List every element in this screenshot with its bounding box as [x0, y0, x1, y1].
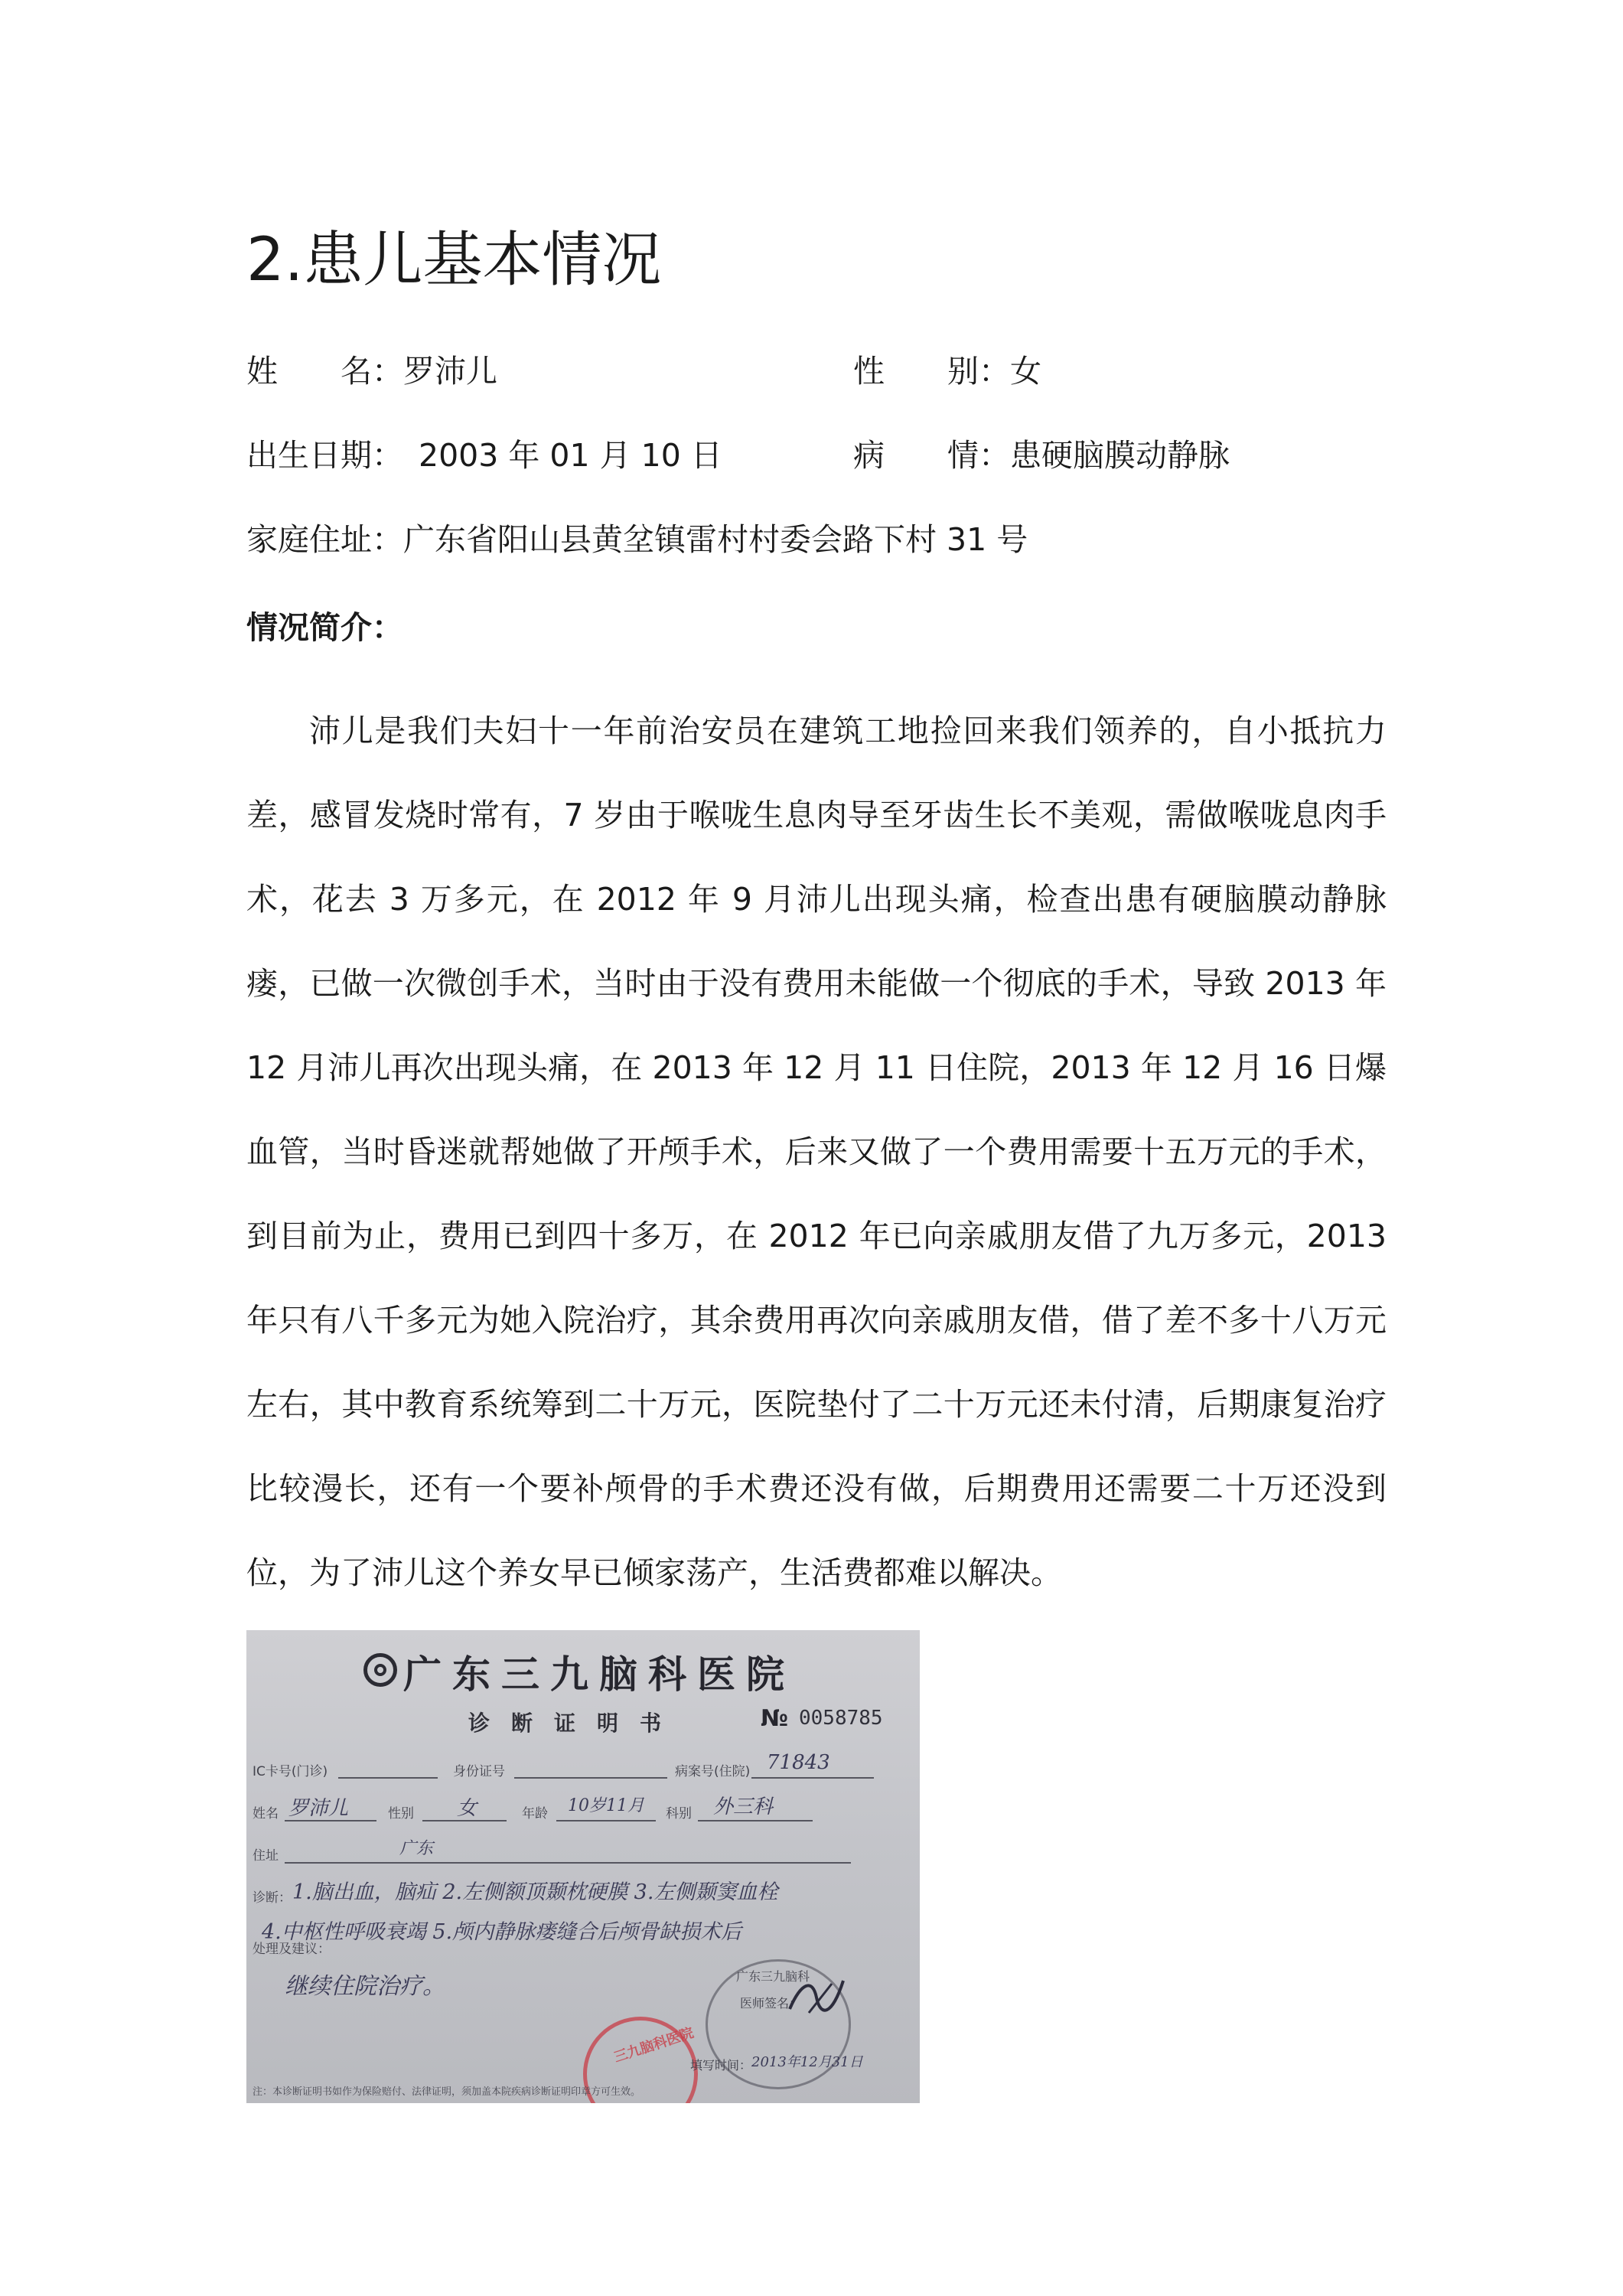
cert-address-value: 广东 — [399, 1839, 434, 1858]
cert-diagnosis-line1: 1.脑出血，脑疝 2.左侧额顶颞枕硬膜 3.左侧颞窦血栓 — [292, 1880, 778, 1904]
diagnosis-certificate-photo — [246, 1630, 920, 2103]
cert-title: 诊断证明书 — [468, 1711, 683, 1736]
illness-row — [853, 432, 1230, 478]
cert-ic-line — [338, 1777, 438, 1779]
name-row — [246, 348, 497, 394]
cert-name-value: 罗沛儿 — [288, 1797, 349, 1820]
cert-address-label: 住址 — [253, 1848, 279, 1864]
intro-paragraph: 沛儿是我们夫妇十一年前治安员在建筑工地捡回来我们领养的，自小抵抗力差，感冒发烧时常有，7 岁由于喉咙生息肉导至牙齿生长不美观，需做喉咙息肉手术，花去 3 万多元，在 2012 年 9 月沛儿出现头痛，检查出患有硬脑膜动静脉瘘，已做一次微创手术，当时由于没有费用未能做一个彻底的手术，导致 2013 年 12 月沛儿再次出现头痛，在 2013 年 12 月 11 日住院，2013 年 12 月 16 日爆血管，当时昏迷就帮她做了开颅手术，后来又做了一个费用需要十五万元的手术，到目前为止，费用已到四十多万，在 2012 年已向亲戚朋友借了九万多元，2013 年只有八千多元为她入院治疗，其余费用再次向亲戚朋友借，借了差不多十八万元左右，其中教育系统筹到二十万元，医院垫付了二十万元还未付清，后期康复治疗比较漫长，还有一个要补颅骨的手术费还没有做，后期费用还需要二十万还没到位，为了沛儿这个养女早已倾家荡产，生活费都难以解决。 — [246, 713, 1387, 1591]
birth-value: 2003 年 01 月 10 日 — [419, 437, 722, 474]
birth-row — [246, 432, 722, 478]
cert-case-line — [751, 1777, 874, 1779]
doctor-signature-icon — [786, 1975, 847, 2020]
stamp2-text: 广东三九脑科 — [736, 1969, 810, 1984]
cert-age-label: 年龄 — [522, 1806, 548, 1821]
section-title: 2.患儿基本情况 — [246, 226, 662, 295]
cert-date-value: 2013年12月31日 — [751, 2054, 863, 2070]
name-label: 姓 名： — [246, 353, 403, 390]
address-row — [246, 517, 1028, 563]
cert-diagnosis-line2: 4.中枢性呼吸衰竭 5.颅内静脉瘘缝合后颅骨缺损术后 — [262, 1920, 742, 1944]
cert-case-label: 病案号(住院) — [675, 1764, 751, 1779]
birth-label: 出生日期： — [246, 437, 403, 474]
cert-case-value: 71843 — [767, 1751, 830, 1774]
cert-name-label: 姓名 — [253, 1806, 279, 1821]
cert-dept-line — [698, 1820, 813, 1821]
illness-label: 病 情： — [853, 437, 1010, 474]
name-value: 罗沛儿 — [403, 353, 497, 390]
cert-ic-label: IC卡号(门诊) — [253, 1764, 328, 1779]
gender-label: 性 别： — [853, 353, 1010, 390]
cert-signature-label: 医师签名： — [740, 1996, 802, 2011]
cert-dept-value: 外三科 — [713, 1795, 774, 1818]
intro-label: 情况简介： — [246, 609, 403, 646]
cert-date-label: 填写时间： — [690, 2058, 752, 2073]
gender-value: 女 — [1010, 353, 1041, 390]
address-label: 家庭住址： — [246, 521, 403, 558]
red-seal-text: 三九脑科医院 — [611, 2024, 696, 2066]
cert-treatment-label: 处理及建议： — [253, 1942, 331, 1957]
cert-address-line — [285, 1862, 851, 1864]
cert-gender-value: 女 — [457, 1797, 477, 1820]
cert-serial-label: № — [761, 1705, 789, 1732]
illness-value: 患硬脑膜动静脉 — [1010, 437, 1230, 474]
cert-gender-label: 性别 — [388, 1806, 414, 1821]
cert-serial-number: 0058785 — [799, 1707, 883, 1730]
gender-row — [853, 348, 1041, 394]
cert-footnote: 注：本诊断证明书如作为保险赔付、法律证明，须加盖本院疾病诊断证明印章方可生效。 — [253, 2086, 641, 2098]
address-value: 广东省阳山县黄坌镇雷村村委会路下村 31 号 — [403, 521, 1028, 558]
cert-age-line — [556, 1820, 656, 1821]
cert-treatment-value: 继续住院治疗。 — [285, 1973, 445, 2000]
cert-id-line — [514, 1777, 667, 1779]
cert-hospital-name: 广东三九脑科医院 — [403, 1652, 795, 1697]
hospital-logo-icon — [363, 1653, 397, 1687]
cert-diagnosis-label: 诊断： — [253, 1890, 292, 1906]
cert-id-label: 身份证号 — [453, 1764, 505, 1779]
cert-age-value: 10岁11月 — [568, 1796, 644, 1815]
cert-dept-label: 科别 — [666, 1806, 692, 1821]
